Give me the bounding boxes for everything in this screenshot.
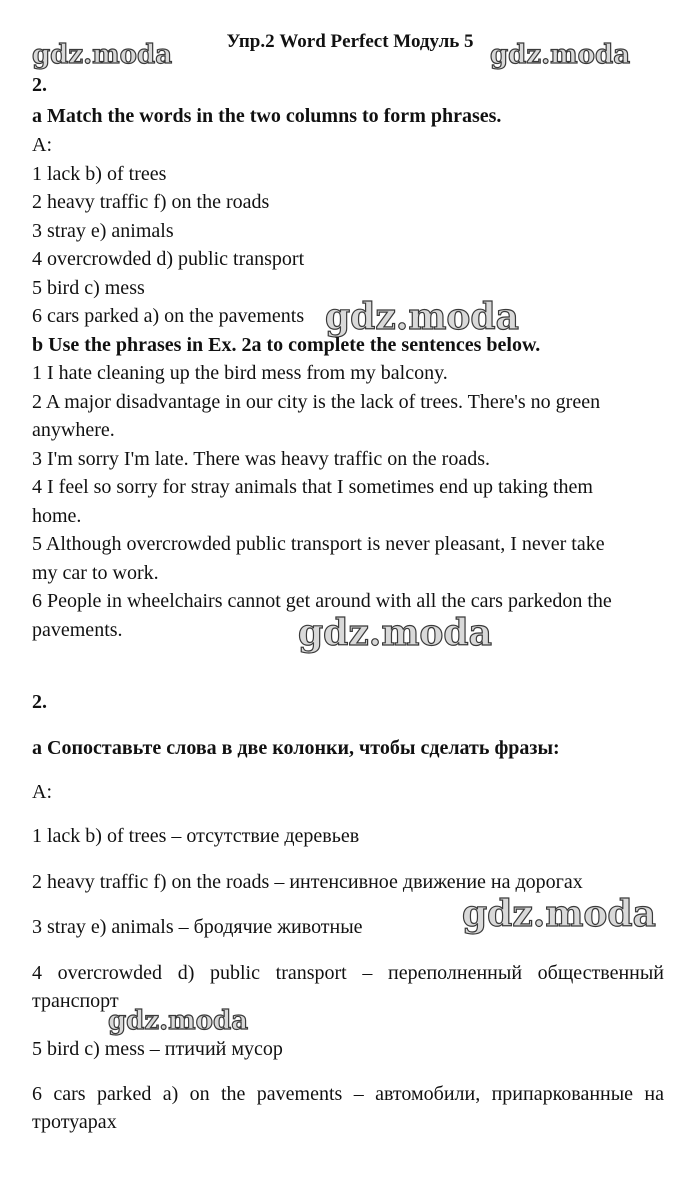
task-a-heading: a Match the words in the two columns to form phrases. [32,105,502,127]
match-line: 1 lack b) of trees [32,163,167,185]
translation-line: тротуарах [32,1111,117,1133]
translation-line: транспорт [32,990,119,1012]
sentence-line: anywhere. [32,419,115,441]
sentence-line: my car to work. [32,562,159,584]
match-line: 4 overcrowded d) public transport [32,248,305,270]
answer-label-ru: A: [32,781,52,803]
watermark-right: gdz.moda [462,893,656,935]
match-line: 6 cars parked a) on the pavements [32,305,305,327]
task-b-heading: b Use the phrases in Ex. 2a to complete the sentences below. [32,334,541,356]
sentence-line: 6 People in wheelchairs cannot get around with all the cars parkedon the [32,590,612,612]
translation-line: 6 cars parked a) on the pavements – автомобили, припаркованные на [32,1083,664,1105]
translation-line: 1 lack b) of trees – отсутствие деревьев [32,825,360,847]
translation-line: 2 heavy traffic f) on the roads – интенсивное движение на дорогах [32,871,583,893]
match-line: 2 heavy traffic f) on the roads [32,191,270,213]
sentence-line: 5 Although overcrowded public transport is never pleasant, I never take [32,533,605,555]
translation-line: 3 stray e) animals – бродячие животные [32,916,363,938]
sentence-line: home. [32,505,82,527]
match-line: 3 stray e) animals [32,220,174,242]
sentence-line: pavements. [32,619,123,641]
exercise-number: 2. [32,74,47,96]
task-a-heading-ru: a Сопоставьте слова в две колонки, чтобы сделать фразы: [32,737,560,759]
sentence-line: 2 A major disadvantage in our city is the lack of trees. There's no green [32,391,601,413]
watermark-middle: gdz.moda [325,296,519,338]
translation-line: 4 overcrowded d) public transport – переполненный общественный [32,962,664,984]
exercise-number-ru: 2. [32,691,47,713]
answer-label: A: [32,134,52,156]
sentence-line: 3 I'm sorry I'm late. There was heavy traffic on the roads. [32,448,490,470]
watermark-top-left: gdz.moda [32,40,173,70]
watermark-bottom-left: gdz.moda [108,1006,249,1036]
sentence-line: 1 I hate cleaning up the bird mess from my balcony. [32,362,448,384]
translation-line: 5 bird c) mess – птичий мусор [32,1038,283,1060]
page-title: Упр.2 Word Perfect Модуль 5 [226,31,474,52]
sentence-line: 4 I feel so sorry for stray animals that I sometimes end up taking them [32,476,593,498]
watermark-lower-middle: gdz.moda [298,612,492,654]
match-line: 5 bird c) mess [32,277,145,299]
watermark-top-right: gdz.moda [490,40,631,70]
